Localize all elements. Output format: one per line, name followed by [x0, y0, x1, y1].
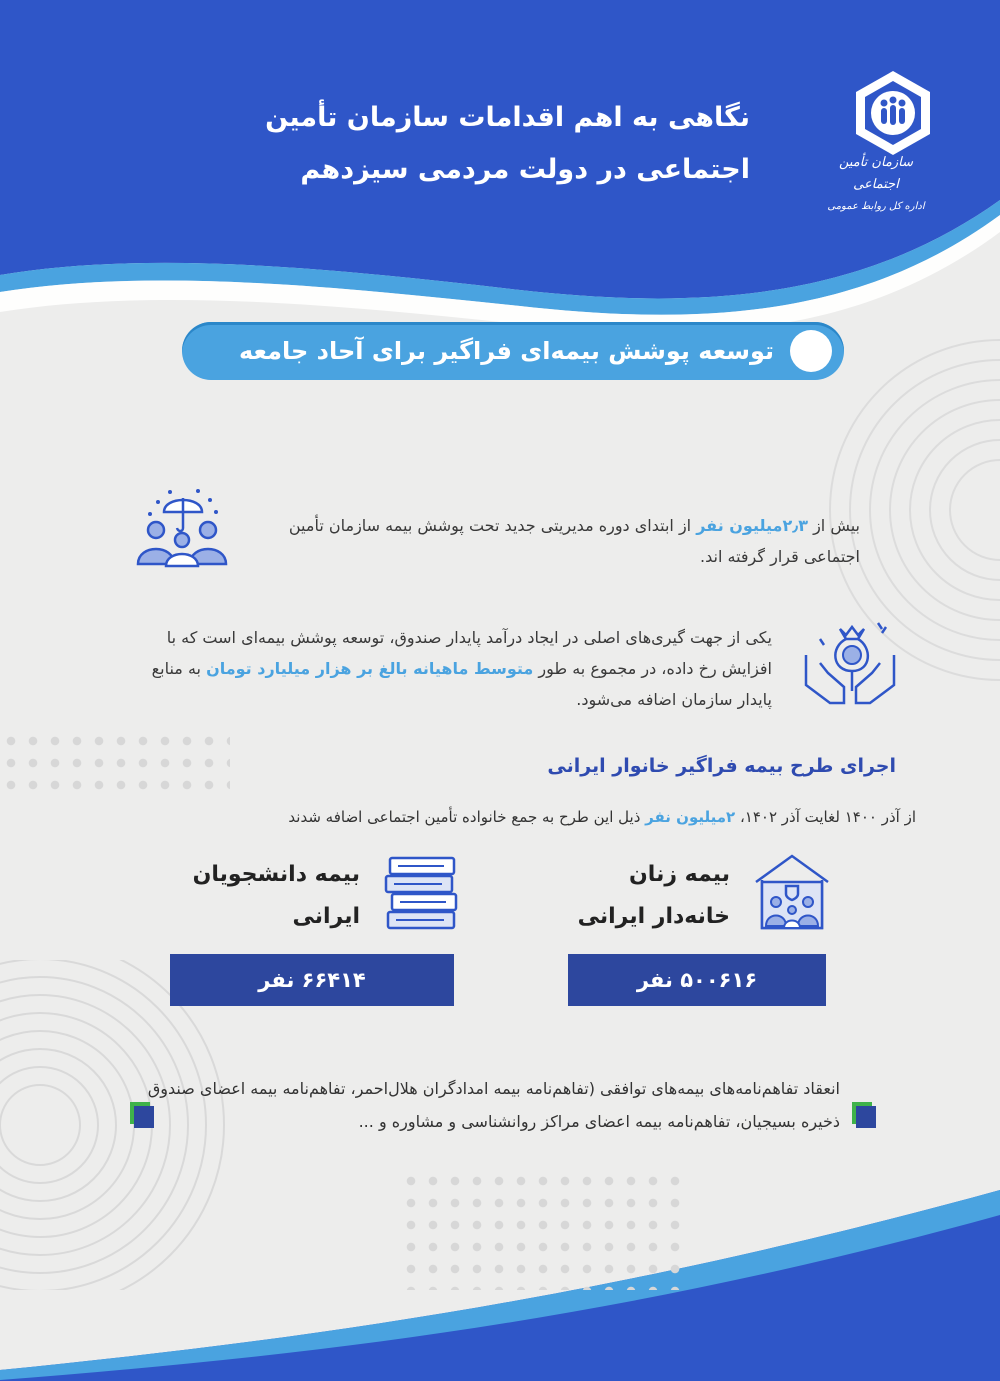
logo-caption-line2: اداره کل روابط عمومی [827, 201, 925, 212]
paragraph-revenue [122, 622, 772, 715]
para2-part2: به منابع پایدار سازمان اضافه می‌شود. [151, 659, 772, 709]
card-housewives-line2: خانه‌دار ایرانی [577, 904, 730, 929]
dot-grid-left [0, 730, 230, 790]
plan-info-line [288, 808, 916, 826]
logo-caption [816, 152, 936, 218]
books-stack-icon [384, 854, 460, 930]
paragraph-coverage [280, 510, 860, 572]
umbrella-family-icon [130, 488, 234, 568]
logo-caption-line1: سازمان تأمین اجتماعی [838, 155, 914, 192]
bullet-agreements: انعقاد تفاهم‌نامه‌های بیمه‌های توافقی (تفاهم‌نامه بیمه امدادگران هلال‌احمر، تفاهم‌نامه بیمه اعضای صندوق ذخیره بسیجیان، تفاهم‌نامه بیمه اعضای مراکز روانشناسی و مشاوره و ... [147, 1079, 840, 1131]
money-hands-icon [800, 615, 900, 710]
bullet-square-icon [856, 1106, 876, 1128]
section-banner [182, 322, 844, 380]
card-students-line2: ایرانی [292, 904, 360, 929]
logo-icon [848, 68, 938, 158]
header-title: نگاهی به اهم اقدامات سازمان تأمین اجتماعی در دولت مردمی سیزدهم [265, 102, 750, 185]
plan-title: اجرای طرح بیمه فراگیر خانوار ایرانی [547, 755, 896, 777]
para1-highlight: ۲٫۳میلیون نفر [696, 516, 808, 535]
banner-circle [790, 330, 832, 372]
house-family-icon [752, 852, 832, 932]
card-students-title [160, 854, 360, 938]
card-students-line1: بیمه دانشجویان [192, 862, 360, 887]
para1-rest: از ابتدای دوره مدیریتی جدید تحت پوشش بیمه سازمان تأمین اجتماعی قرار گرفته اند. [288, 516, 860, 566]
banner-title: توسعه پوشش بیمه‌ای فراگیر برای آحاد جامعه [239, 337, 774, 365]
para2-highlight: متوسط ماهیانه بالغ بر هزار میلیارد تومان [206, 659, 534, 678]
card-students-count: ۶۶۴۱۴ نفر [170, 954, 454, 1006]
card-housewives-line1: بیمه زنان [629, 862, 730, 887]
card-housewives-count: ۵۰۰۶۱۶ نفر [568, 954, 826, 1006]
para1-prefix: بیش از [813, 516, 860, 535]
para2-part1: یکی از جهت گیری‌های اصلی در ایجاد درآمد پایدار صندوق، توسعه پوشش بیمه‌ای است که با افزایش رخ داده، در مجموع به طور [166, 628, 772, 678]
plan-line-prefix: از آذر ۱۴۰۰ لغایت آذر ۱۴۰۲، [739, 808, 916, 826]
plan-line-rest: ذیل این طرح به جمع خانواده تأمین اجتماعی اضافه شدند [288, 808, 641, 826]
dot-grid-bottom [400, 1170, 680, 1290]
plan-line-highlight: ۲میلیون نفر [645, 808, 736, 826]
card-housewives-title [550, 854, 730, 938]
